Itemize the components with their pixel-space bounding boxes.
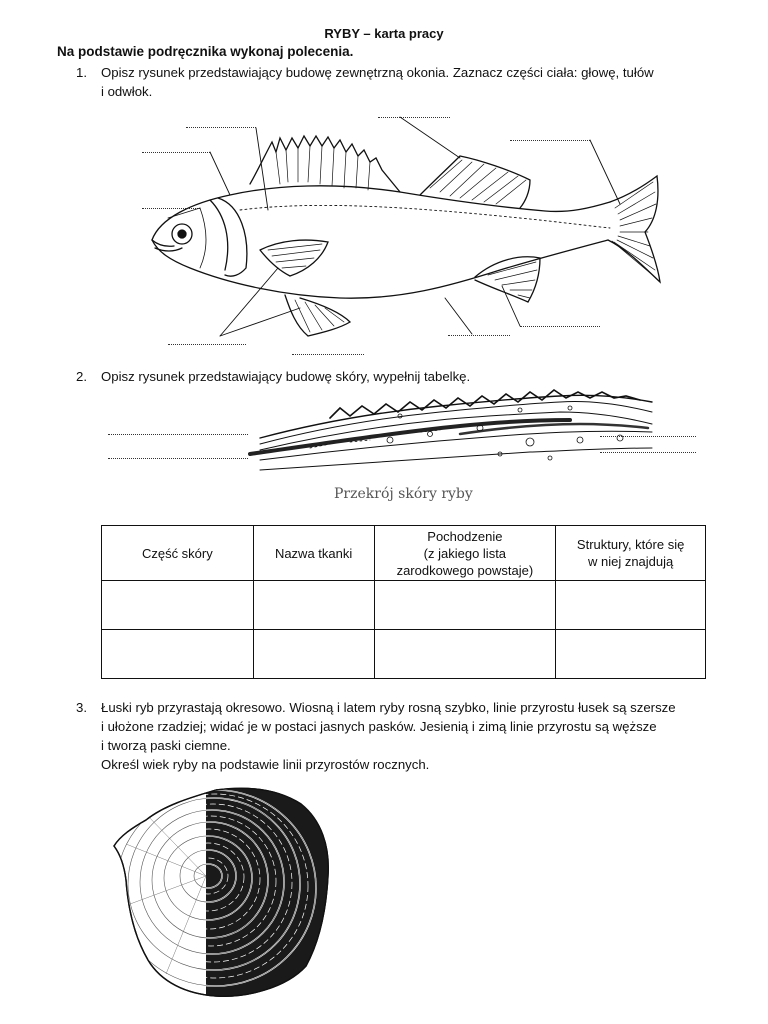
- skin-section-caption: Przekrój skóry ryby: [334, 486, 473, 502]
- skin-table: [101, 525, 706, 679]
- task-number: 2.: [76, 369, 87, 384]
- task-number: 3.: [76, 700, 87, 715]
- task-line: Opisz rysunek przedstawiający budowę zewnętrzną okonia. Zaznacz części ciała: głowę, tułów: [101, 65, 654, 80]
- skin-section-illustration: [100, 388, 700, 506]
- task-text: [101, 698, 741, 774]
- table-row: [102, 581, 706, 630]
- table-row: [102, 630, 706, 679]
- column-header-skin-part: Część skóry: [102, 526, 254, 581]
- task-text: [101, 63, 711, 101]
- table-cell[interactable]: [102, 581, 254, 630]
- table-cell[interactable]: [374, 630, 556, 679]
- table-cell[interactable]: [556, 630, 706, 679]
- table-cell[interactable]: [253, 630, 374, 679]
- table-cell[interactable]: [102, 630, 254, 679]
- task-line: Opisz rysunek przedstawiający budowę skóry, wypełnij tabelkę.: [101, 369, 471, 384]
- fish-scale-illustration: [106, 784, 336, 1000]
- column-header-tissue-name: Nazwa tkanki: [253, 526, 374, 581]
- fish-scale-drawing: [106, 784, 336, 1000]
- table-header-row: [102, 526, 706, 581]
- task-line: Łuski ryb przyrastają okresowo. Wiosną i latem ryby rosną szybko, linie przyrostu łusek są szersze: [101, 700, 676, 715]
- task-line: Określ wiek ryby na podstawie linii przyrostów rocznych.: [101, 757, 430, 772]
- perch-drawing: [100, 100, 700, 365]
- worksheet-title: RYBY – karta pracy: [324, 26, 444, 41]
- task-text: [101, 367, 711, 386]
- column-header-origin: Pochodzenie (z jakiego lista zarodkowego powstaje): [374, 526, 556, 581]
- skin-section-drawing: [100, 388, 700, 478]
- task-line: i odwłok.: [101, 84, 153, 99]
- table-cell[interactable]: [556, 581, 706, 630]
- table-cell[interactable]: [253, 581, 374, 630]
- perch-illustration: [100, 100, 700, 365]
- task-line: i ułożone rzadziej; widać je w postaci jasnych pasków. Jesienią i zimą linie przyrostu są węższe: [101, 719, 657, 734]
- task-line: i tworzą paski ciemne.: [101, 738, 231, 753]
- worksheet-instruction: Na podstawie podręcznika wykonaj polecenia.: [57, 44, 354, 59]
- column-header-structures: Struktury, które się w niej znajdują: [556, 526, 706, 581]
- task-number: 1.: [76, 65, 87, 80]
- table-cell[interactable]: [374, 581, 556, 630]
